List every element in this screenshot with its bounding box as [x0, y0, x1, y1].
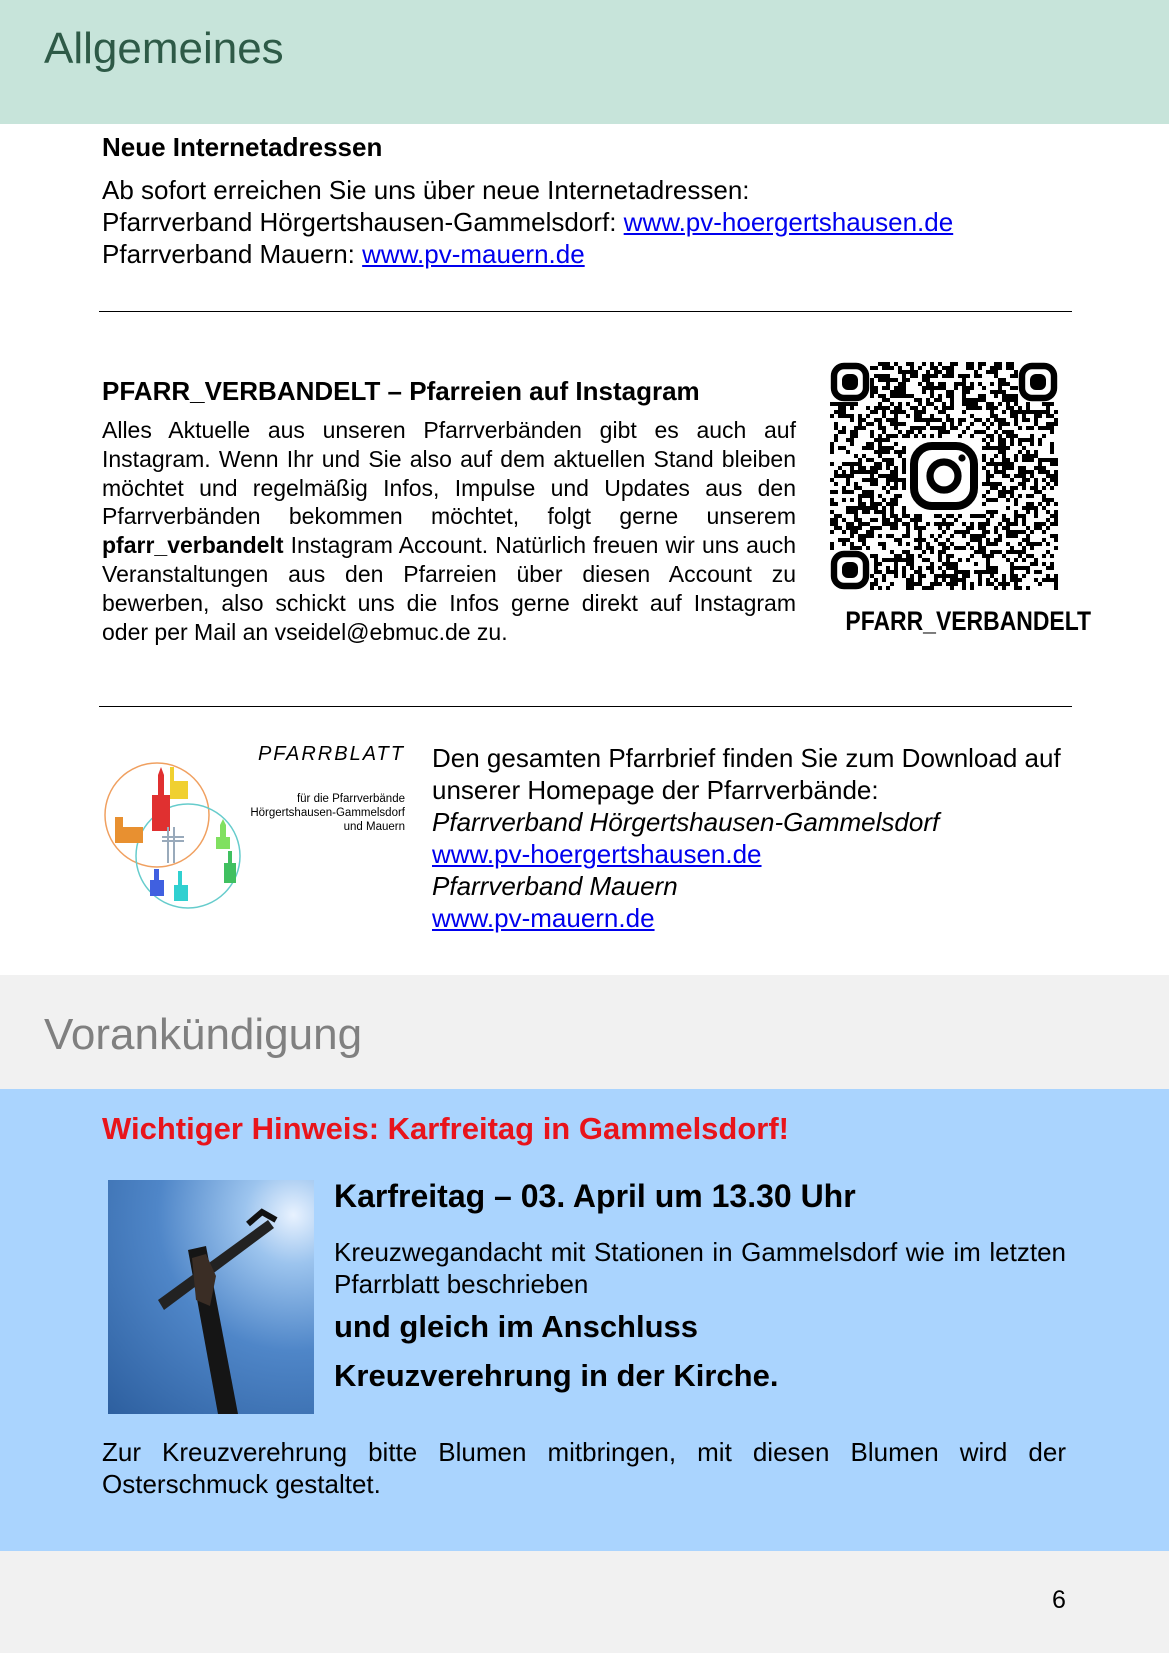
- account-name: pfarr_verbandelt: [102, 532, 284, 559]
- divider: [99, 706, 1072, 707]
- event-description: Kreuzwegandacht mit Stationen in Gammelsdorf wie im letzten Pfarrblatt beschrieben: [334, 1237, 1066, 1299]
- download-text: [432, 742, 1072, 934]
- event-followup: und gleich im Anschluss: [334, 1309, 699, 1344]
- link-hoergertshausen[interactable]: www.pv-hoergertshausen.de: [432, 839, 762, 869]
- qr-code[interactable]: [830, 362, 1058, 590]
- notice-footer: Zur Kreuzverehrung bitte Blumen mitbringen, mit diesen Blumen wird der Osterschmuck gestaltet.: [102, 1437, 1066, 1499]
- crucifix-photo: [108, 1180, 314, 1414]
- download-intro: Den gesamten Pfarrbrief finden Sie zum Download auf unserer Homepage der Pfarrverbände:: [432, 743, 1061, 805]
- logo-title: PFARRBLATT: [257, 743, 405, 765]
- link-mauern[interactable]: www.pv-mauern.de: [362, 239, 585, 269]
- label: Pfarrverband Hörgertshausen-Gammelsdorf:: [102, 207, 624, 237]
- pfarrblatt-logo: [100, 745, 405, 920]
- qr-label: PFARR_VERBANDELT: [845, 606, 1092, 636]
- page-footer: [0, 1551, 1169, 1653]
- label: Pfarrverband Mauern:: [102, 239, 363, 269]
- urls-text: [102, 174, 1082, 270]
- urls-intro: Ab sofort erreichen Sie uns über neue Internetadressen:: [102, 175, 750, 205]
- event-title: Karfreitag – 03. April um 13.30 Uhr: [334, 1178, 856, 1214]
- insta-heading: PFARR_VERBANDELT – Pfarreien auf Instagram: [102, 376, 700, 406]
- notice-heading: Wichtiger Hinweis: Karfreitag in Gammelsdorf!: [102, 1111, 790, 1146]
- link-hoergertshausen[interactable]: www.pv-hoergertshausen.de: [623, 207, 954, 237]
- urls-heading: Neue Internetadressen: [102, 132, 383, 162]
- section-title: Vorankündigung: [44, 1010, 363, 1059]
- page-number: 6: [1052, 1586, 1066, 1614]
- section-title: Allgemeines: [44, 24, 284, 73]
- link-mauern[interactable]: www.pv-mauern.de: [432, 903, 655, 933]
- logo-subtitle: für die Pfarrverbände Hörgertshausen-Gammelsdorf und Mauern: [250, 793, 405, 833]
- pv-name: Pfarrverband Mauern: [432, 871, 678, 901]
- event-followup-2: Kreuzverehrung in der Kirche.: [334, 1358, 779, 1393]
- divider: [99, 311, 1072, 312]
- insta-text: Alles Aktuelle aus unseren Pfarrverbänden gibt es auch auf Instagram. Wenn Ihr und Sie also auf dem aktuellen Stand bleiben möchtet und regelmäßig Infos, Impulse und Updates aus den Pfarrverbänden bekommen möchtet, folgt gerne unserem pfarr_verbandelt Instagram Account. Natürlich freuen wir uns auch Veranstaltungen aus den Pfarreien über diesen Account zu bewerben, also schickt uns die Infos gerne direkt auf Instagram oder per Mail an vseidel@ebmuc.de zu.: [102, 417, 796, 645]
- pv-name: Pfarrverband Hörgertshausen-Gammelsdorf: [432, 807, 940, 837]
